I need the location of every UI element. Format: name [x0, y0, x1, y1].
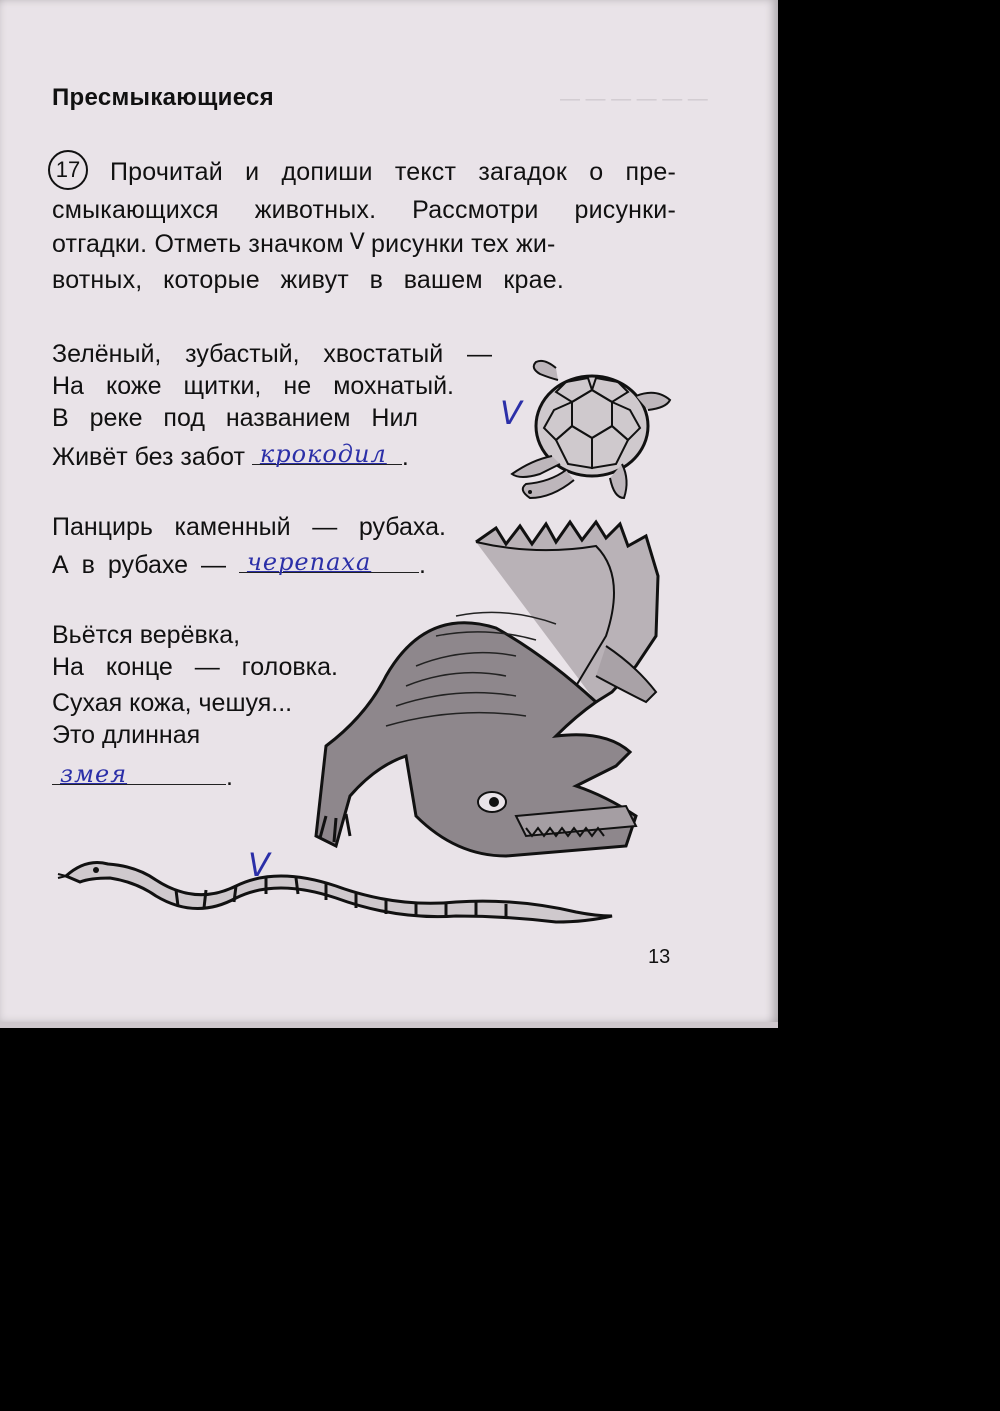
riddle-2-prefix: А в рубахе — [52, 551, 226, 579]
riddle-1-line-4 [52, 438, 409, 472]
page-edge-shadow [0, 1022, 778, 1028]
riddle-3-answer: змея [60, 760, 128, 788]
riddle-1-line-2: На коже щитки, не мохнатый. [52, 372, 454, 400]
riddle-2-line-1: Панцирь каменный — рубаха. [52, 513, 446, 541]
riddle-3-suffix: . [226, 763, 233, 791]
checkmark-icon: V [349, 230, 366, 255]
turtle-checkmark: V [500, 394, 522, 432]
task-number-badge: 17 [48, 150, 88, 190]
task-instruction-line-2: смыкающихся животных. Рассмотри рисунки- [52, 196, 676, 224]
riddle-1-prefix: Живёт без забот [52, 443, 245, 471]
task-instruction-line-3-before: отгадки. Отметь значком [52, 230, 344, 258]
snake-checkmark: V [248, 846, 270, 884]
task-instruction-line-1: Прочитай и допиши текст загадок о пре- [110, 158, 676, 186]
riddle-3-line-4: Это длинная [52, 721, 201, 749]
snake-illustration [56, 846, 616, 926]
riddle-1-line-1: Зелёный, зубастый, хвостатый — [52, 340, 492, 368]
task-instruction-line-3-after: рисунки тех жи- [371, 230, 556, 258]
riddle-1-line-3: В реке под названием Нил [52, 404, 418, 432]
crocodile-illustration [306, 516, 672, 878]
riddle-3-line-3: Сухая кожа, чешуя... [52, 689, 293, 717]
riddle-2-suffix: . [418, 551, 426, 579]
riddle-1-answer-blank[interactable] [252, 438, 402, 468]
riddle-1-answer: крокодил [259, 440, 387, 468]
turtle-illustration [496, 348, 680, 508]
riddle-3-line-1: Вьётся верёвка, [52, 621, 241, 649]
riddle-3-line-2: На конце — головка. [52, 653, 338, 681]
riddle-1-suffix: . [401, 443, 409, 471]
riddle-3-line-5 [52, 758, 233, 792]
section-heading: Пресмыкающиеся [52, 84, 274, 111]
riddle-3-answer-blank[interactable] [52, 758, 226, 788]
bleed-through-decoration: — — — — — — [560, 88, 708, 110]
task-instruction-line-4: вотных, которые живут в вашем крае. [52, 266, 564, 294]
riddle-2-answer: черепаха [246, 548, 372, 576]
page-number: 13 [648, 946, 671, 968]
task-instruction-line-3 [52, 230, 662, 259]
